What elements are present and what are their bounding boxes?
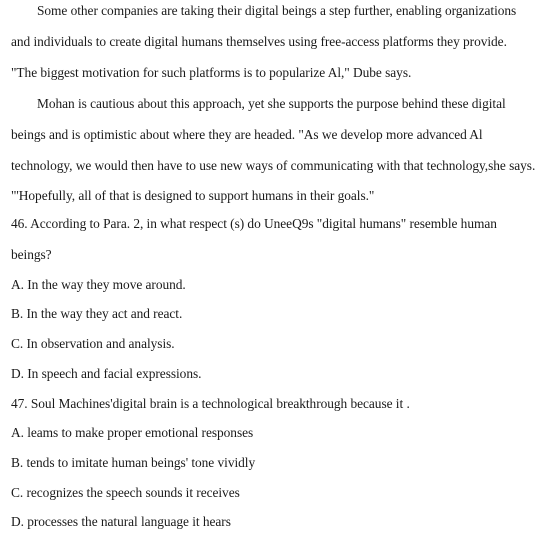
question-47-option-c: C. recognizes the speech sounds it receives <box>11 485 240 500</box>
question-46-stem-continued: beings? <box>11 247 52 262</box>
question-47-stem: 47. Soul Machines'digital brain is a technological breakthrough because it . <box>11 396 410 411</box>
passage-line: beings and is optimistic about where they are headed. "As we develop more advanced Al <box>11 127 483 142</box>
passage-line: "The biggest motivation for such platforms is to popularize Al," Dube says. <box>11 65 412 80</box>
passage-line: Some other companies are taking their digital beings a step further, enabling organizations <box>37 3 517 18</box>
passage-line: and individuals to create digital humans themselves using free-access platforms they provide. <box>11 34 507 49</box>
question-46-stem: 46. According to Para. 2, in what respect (s) do UneeQ9s "digital humans" resemble human <box>11 216 497 231</box>
question-47-option-a: A. leams to make proper emotional responses <box>11 425 254 440</box>
passage-line: Mohan is cautious about this approach, yet she supports the purpose behind these digital <box>37 96 506 111</box>
passage-line: "'Hopefully, all of that is designed to support humans in their goals." <box>11 188 375 203</box>
question-47-option-b: B. tends to imitate human beings' tone vividly <box>11 455 256 470</box>
question-46-option-c: C. In observation and analysis. <box>11 336 175 351</box>
question-46-option-b: B. In the way they act and react. <box>11 306 183 321</box>
question-47-option-d: D. processes the natural language it hears <box>11 514 231 529</box>
passage-line: technology, we would then have to use new ways of communicating with that technology,she says. <box>11 158 536 173</box>
question-46-option-d: D. In speech and facial expressions. <box>11 366 202 381</box>
question-46-option-a: A. In the way they move around. <box>11 277 186 292</box>
